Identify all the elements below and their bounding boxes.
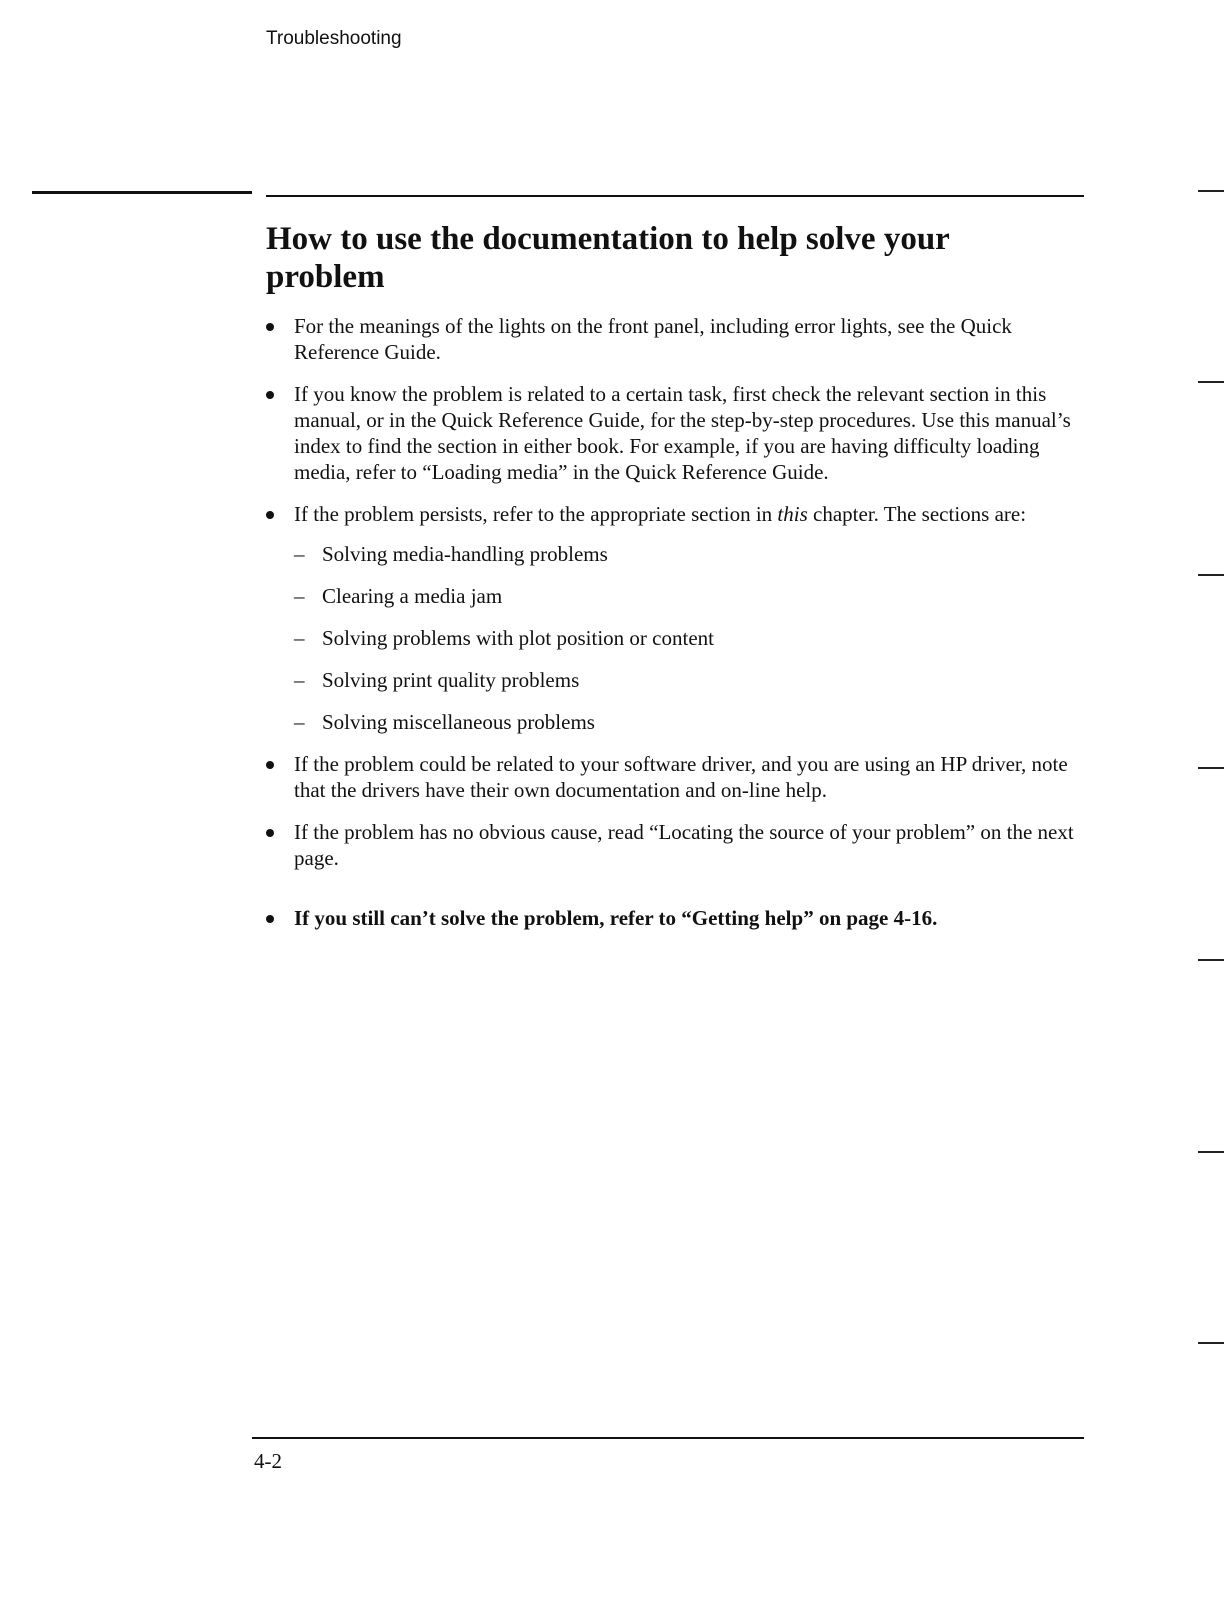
edge-tick-mark: [1198, 381, 1224, 383]
section-list-item: [294, 541, 1086, 567]
bullet-item: [266, 819, 1086, 871]
bullet-item-bold: [266, 905, 1086, 931]
edge-tick-mark: [1198, 767, 1224, 769]
section-list-label: Solving problems with plot position or content: [322, 626, 714, 650]
bullet-item: [266, 381, 1086, 485]
bullet-text-after: chapter. The sections are:: [807, 502, 1027, 526]
bullet-icon: [266, 829, 274, 837]
bullet-icon: [266, 761, 274, 769]
edge-tick-mark: [1198, 190, 1224, 192]
bullet-item: [266, 313, 1086, 365]
edge-tick-mark: [1198, 959, 1224, 961]
section-title: How to use the documentation to help solve your problem: [266, 221, 950, 295]
section-list-item: [294, 625, 1086, 651]
dash-marker: –: [294, 626, 305, 650]
bullet-list: [266, 313, 1086, 931]
bullet-icon: [266, 391, 274, 399]
edge-tick-mark: [1198, 1342, 1224, 1344]
header-rule: [266, 195, 1084, 197]
bullet-text: If you know the problem is related to a certain task, first check the relevant section in this manual, or in the Quick Reference Guide, for the step-by-step procedures. Use this manual’s index to find the section in either book. For example, if you are having difficulty loading media, refer to “Loading media” in the Quick Reference Guide.: [294, 382, 1071, 484]
body-content: [266, 313, 1086, 947]
edge-tick-mark: [1198, 574, 1224, 576]
bullet-text: If you still can’t solve the problem, refer to “Getting help” on page 4-16.: [294, 906, 938, 930]
dash-marker: –: [294, 710, 305, 734]
dash-marker: –: [294, 542, 305, 566]
section-list-label: Solving print quality problems: [322, 668, 580, 692]
edge-tick-mark: [1198, 1151, 1224, 1153]
bullet-text: If the problem has no obvious cause, read “Locating the source of your problem” on the next page.: [294, 820, 1074, 870]
dash-marker: –: [294, 584, 305, 608]
bullet-text: If the problem could be related to your software driver, and you are using an HP driver, note that the drivers have their own documentation and on-line help.: [294, 752, 1068, 802]
section-list-label: Solving miscellaneous problems: [322, 710, 595, 734]
section-list-item: [294, 667, 1086, 693]
header-rule-thick: [32, 191, 252, 194]
bullet-text-before: If the problem persists, refer to the appropriate section in: [294, 502, 778, 526]
section-list: [294, 541, 1086, 735]
section-list-item: [294, 583, 1086, 609]
footer-rule: [252, 1437, 1084, 1439]
bullet-text: For the meanings of the lights on the front panel, including error lights, see the Quick Reference Guide.: [294, 314, 1012, 364]
bullet-icon: [266, 511, 274, 519]
bullet-icon: [266, 915, 274, 923]
section-list-item: [294, 709, 1086, 735]
dash-marker: –: [294, 668, 305, 692]
section-list-label: Clearing a media jam: [322, 584, 503, 608]
bullet-icon: [266, 323, 274, 331]
bullet-text-emphasis: this: [777, 502, 808, 526]
section-list-label: Solving media-handling problems: [322, 542, 608, 566]
bullet-item: [266, 501, 1086, 735]
page-number: 4-2: [254, 1449, 282, 1473]
bullet-item: [266, 751, 1086, 803]
running-head: Troubleshooting: [266, 28, 402, 49]
